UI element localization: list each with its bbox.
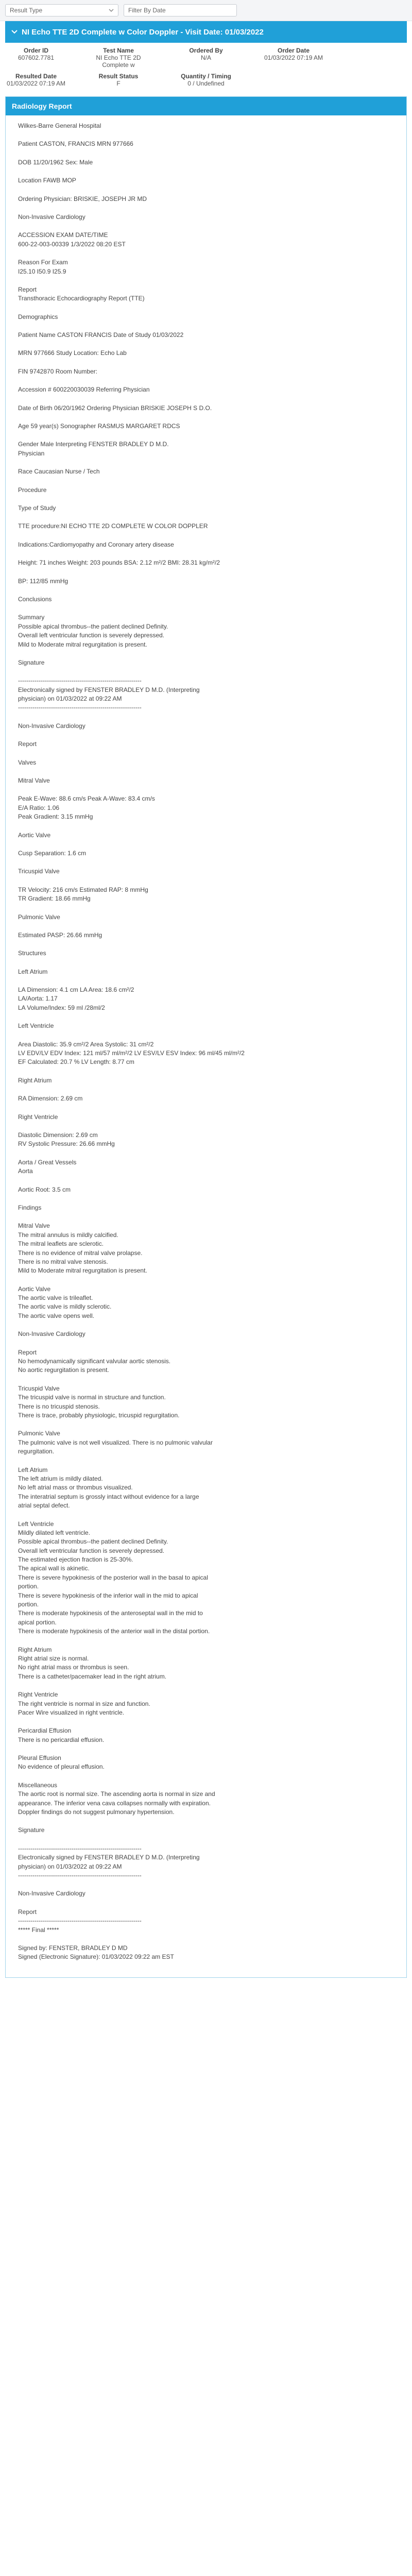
- result-status-value: F: [116, 80, 121, 87]
- result-status-cell: [82, 73, 154, 87]
- report-paragraph: Pulmonic Valve: [18, 913, 60, 921]
- report-paragraph: TR Velocity: 216 cm/s Estimated RAP: 8 mmHg TR Gradient: 18.66 mmHg: [18, 886, 148, 903]
- report-paragraph: Signature: [18, 1826, 45, 1834]
- ordered-by-value: N/A: [200, 54, 211, 61]
- filter-by-date-label: Filter By Date: [128, 7, 166, 14]
- resulted-date-cell: [5, 73, 67, 87]
- test-name-label: Test Name: [103, 47, 134, 54]
- order-id-label: Order ID: [23, 47, 48, 54]
- report-paragraph: Report ------------------------------------------------------------ ***** Final *****: [18, 1908, 142, 1934]
- report-paragraph: Cusp Separation: 1.6 cm: [18, 849, 87, 857]
- quantity-timing-label: Quantity / Timing: [181, 73, 231, 80]
- report-paragraph: Structures: [18, 950, 46, 957]
- report-paragraph: Race Caucasian Nurse / Tech: [18, 468, 100, 476]
- report-paragraph: Non-Invasive Cardiology: [18, 1890, 85, 1897]
- report-paragraph: Non-Invasive Cardiology: [18, 722, 85, 730]
- filter-by-date-select[interactable]: [124, 4, 237, 16]
- report-paragraph: Signature: [18, 658, 45, 666]
- order-details: [5, 43, 407, 91]
- report-paragraph: LA Dimension: 4.1 cm LA Area: 18.6 cm²/2 LA/Aorta: 1.17 LA Volume/Index: 59 ml /28ml/2: [18, 986, 134, 1011]
- report-paragraph: Summary Possible apical thrombus--the patient declined Definity. Overall left ventricular function is severely depressed. Mild to Moderate mitral regurgitation is present.: [18, 614, 168, 648]
- order-title: NI Echo TTE 2D Complete w Color Doppler - Visit Date: 01/03/2022: [22, 27, 264, 37]
- report-paragraph: RA Dimension: 2.69 cm: [18, 1095, 83, 1103]
- report-paragraph: Left Ventricle: [18, 1022, 54, 1030]
- report-paragraph: Pulmonic Valve The pulmonic valve is not well visualized. There is no pulmonic valvular regurgitation.: [18, 1430, 213, 1455]
- report-paragraph: Miscellaneous The aortic root is normal size. The ascending aorta is normal in size and appearance. The inferior vena cava collapses normally with expiration. Doppler findings do not suggest pulmonary hypertension.: [18, 1781, 215, 1816]
- report-paragraph: Findings: [18, 1204, 42, 1211]
- order-id-cell: [5, 47, 67, 69]
- resulted-date-label: Resulted Date: [15, 73, 57, 80]
- report-paragraph: Mitral Valve: [18, 777, 50, 785]
- report-paragraph: Report No hemodynamically significant valvular aortic stenosis. No aortic regurgitation is present.: [18, 1348, 171, 1374]
- test-name-cell: [82, 47, 154, 69]
- report-paragraph: Right Ventricle The right ventricle is normal in size and function. Pacer Wire visualized in right ventricle.: [18, 1691, 150, 1716]
- report-paragraph: Aortic Valve: [18, 831, 51, 839]
- report-paragraph: Peak E-Wave: 88.6 cm/s Peak A-Wave: 83.4 cm/s E/A Ratio: 1.06 Peak Gradient: 3.15 mmHg: [18, 795, 155, 821]
- report-paragraph: Conclusions: [18, 595, 52, 603]
- order-id-value: 607602.7781: [18, 54, 55, 61]
- report-paragraph: Procedure: [18, 486, 47, 494]
- report-paragraph: Signed by: FENSTER, BRADLEY D MD Signed (Electronic Signature): 01/03/2022 09:22 am EST: [18, 1944, 174, 1961]
- report-paragraph: Non-Invasive Cardiology: [18, 213, 85, 221]
- order-date-cell: [258, 47, 330, 69]
- report-paragraph: ------------------------------------------------------------ Electronically signed by FENSTER BRADLEY D M.D. (Interpreting physician) on 01/03/2022 at 09:22 AM ------------------------------------------------------------: [18, 677, 200, 711]
- report-paragraph: Valves: [18, 758, 37, 766]
- report-paragraph: Aortic Valve The aortic valve is trileaflet. The aortic valve is mildly sclerotic. The aortic valve opens well.: [18, 1285, 112, 1319]
- report-paragraph: Tricuspid Valve The tricuspid valve is normal in structure and function. There is no tricuspid stenosis. There is trace, probably physiologic, tricuspid regurgitation.: [18, 1384, 180, 1419]
- report-paragraph: Right Atrium: [18, 1076, 52, 1084]
- report-paragraph: Aortic Root: 3.5 cm: [18, 1185, 71, 1193]
- order-date-label: Order Date: [277, 47, 310, 54]
- test-name-value: NI Echo TTE 2D Complete w: [96, 54, 141, 69]
- report-paragraph: Aorta / Great Vessels Aorta: [18, 1158, 77, 1175]
- filter-bar: [0, 0, 412, 21]
- report-paragraph: Patient Name CASTON FRANCIS Date of Study 01/03/2022: [18, 331, 184, 339]
- report-header: Radiology Report: [6, 97, 406, 115]
- report-paragraph: BP: 112/85 mmHg: [18, 577, 68, 585]
- report-paragraph: Report: [18, 740, 37, 748]
- report-paragraph: FIN 9742870 Room Number:: [18, 367, 98, 375]
- report-paragraph: Report Transthoracic Echocardiography Report (TTE): [18, 285, 145, 302]
- report-body: [6, 115, 406, 1977]
- ordered-by-cell: [170, 47, 242, 69]
- report-paragraph: Left Atrium The left atrium is mildly dilated. No left atrial mass or thrombus visualized. The interatrial septum is grossly intact without evidence for a large atrial septal defect.: [18, 1466, 199, 1510]
- radiology-report-panel: [5, 96, 407, 1978]
- quantity-timing-cell: [170, 73, 242, 87]
- report-paragraph: ------------------------------------------------------------ Electronically signed by FENSTER BRADLEY D M.D. (Interpreting physician) on 01/03/2022 at 09:22 AM ------------------------------------------------------------: [18, 1844, 200, 1879]
- report-paragraph: Patient CASTON, FRANCIS MRN 977666: [18, 140, 133, 148]
- chevron-down-icon: [109, 8, 114, 13]
- order-header[interactable]: [5, 21, 407, 43]
- resulted-date-value: 01/03/2022 07:19 AM: [6, 80, 66, 87]
- report-paragraph: Right Ventricle: [18, 1113, 58, 1121]
- report-paragraph: Pleural Effusion No evidence of pleural effusion.: [18, 1754, 105, 1771]
- report-paragraph: Accession # 600220030039 Referring Physician: [18, 386, 150, 394]
- report-paragraph: ACCESSION EXAM DATE/TIME 600-22-003-00339 1/3/2022 08:20 EST: [18, 231, 126, 248]
- result-type-select[interactable]: [5, 4, 118, 16]
- report-paragraph: Left Atrium: [18, 968, 48, 975]
- report-paragraph: Mitral Valve The mitral annulus is mildly calcified. The mitral leaflets are sclerotic. There is no evidence of mitral valve prolapse. There is no mitral valve stenosis. Mild to Moderate mitral regurgitation is present.: [18, 1222, 147, 1275]
- report-paragraph: MRN 977666 Study Location: Echo Lab: [18, 349, 127, 357]
- report-paragraph: Ordering Physician: BRISKIE, JOSEPH JR MD: [18, 195, 147, 202]
- report-paragraph: Tricuspid Valve: [18, 868, 60, 875]
- report-paragraph: Age 59 year(s) Sonographer RASMUS MARGARET RDCS: [18, 422, 180, 430]
- report-paragraph: Left Ventricle Mildly dilated left ventricle. Possible apical thrombus--the patient declined Definity. Overall left ventricular function is severely depressed. The estimated ejection fraction is 25-30%. The apical wall is akinetic. There is severe hypokinesis of the posterior wall in the basal to apical portion. There is severe hypokinesis of the inferior wall in the mid to apical portion. There is moderate hypokinesis of the anteroseptal wall in the mid to apical portion. There is moderate hypokinesis of the anterior wall in the distal portion.: [18, 1520, 210, 1635]
- report-paragraph: DOB 11/20/1962 Sex: Male: [18, 158, 93, 166]
- result-type-label: Result Type: [10, 7, 43, 14]
- report-paragraph: Height: 71 inches Weight: 203 pounds BSA: 2.12 m²/2 BMI: 28.31 kg/m²/2: [18, 559, 220, 567]
- report-paragraph: Pericardial Effusion There is no pericardial effusion.: [18, 1727, 105, 1743]
- report-paragraph: Type of Study: [18, 504, 56, 512]
- report-paragraph: Indications:Cardiomyopathy and Coronary artery disease: [18, 540, 174, 548]
- report-paragraph: Diastolic Dimension: 2.69 cm RV Systolic Pressure: 26.66 mmHg: [18, 1131, 115, 1148]
- report-paragraph: Location FAWB MOP: [18, 177, 76, 184]
- order-date-value: 01/03/2022 07:19 AM: [264, 54, 323, 61]
- quantity-timing-value: 0 / Undefined: [187, 80, 225, 87]
- result-status-label: Result Status: [98, 73, 139, 80]
- report-paragraph: Date of Birth 06/20/1962 Ordering Physician BRISKIE JOSEPH S D.O.: [18, 404, 212, 412]
- report-paragraph: Estimated PASP: 26.66 mmHg: [18, 931, 102, 939]
- ordered-by-label: Ordered By: [189, 47, 223, 54]
- report-paragraph: Non-Invasive Cardiology: [18, 1330, 85, 1338]
- report-paragraph: Area Diastolic: 35.9 cm²/2 Area Systolic: 31 cm²/2 LV EDV/LV EDV Index: 121 ml/57 ml/m²/2 LV ESV/LV ESV Index: 96 ml/45 ml/m²/2 EF Calculated: 20.7 % LV Length: 8.77 cm: [18, 1040, 245, 1066]
- report-paragraph: Demographics: [18, 313, 58, 320]
- chevron-down-icon: [10, 28, 19, 36]
- report-paragraph: Right Atrium Right atrial size is normal. No right atrial mass or thrombus is seen. There is a catheter/pacemaker lead in the right atrium.: [18, 1646, 167, 1680]
- report-paragraph: TTE procedure:NI ECHO TTE 2D COMPLETE W COLOR DOPPLER: [18, 522, 208, 530]
- report-paragraph: Reason For Exam I25.10 I50.9 I25.9: [18, 259, 68, 275]
- report-paragraph: Wilkes-Barre General Hospital: [18, 122, 101, 129]
- report-paragraph: Gender Male Interpreting FENSTER BRADLEY D M.D. Physician: [18, 440, 169, 457]
